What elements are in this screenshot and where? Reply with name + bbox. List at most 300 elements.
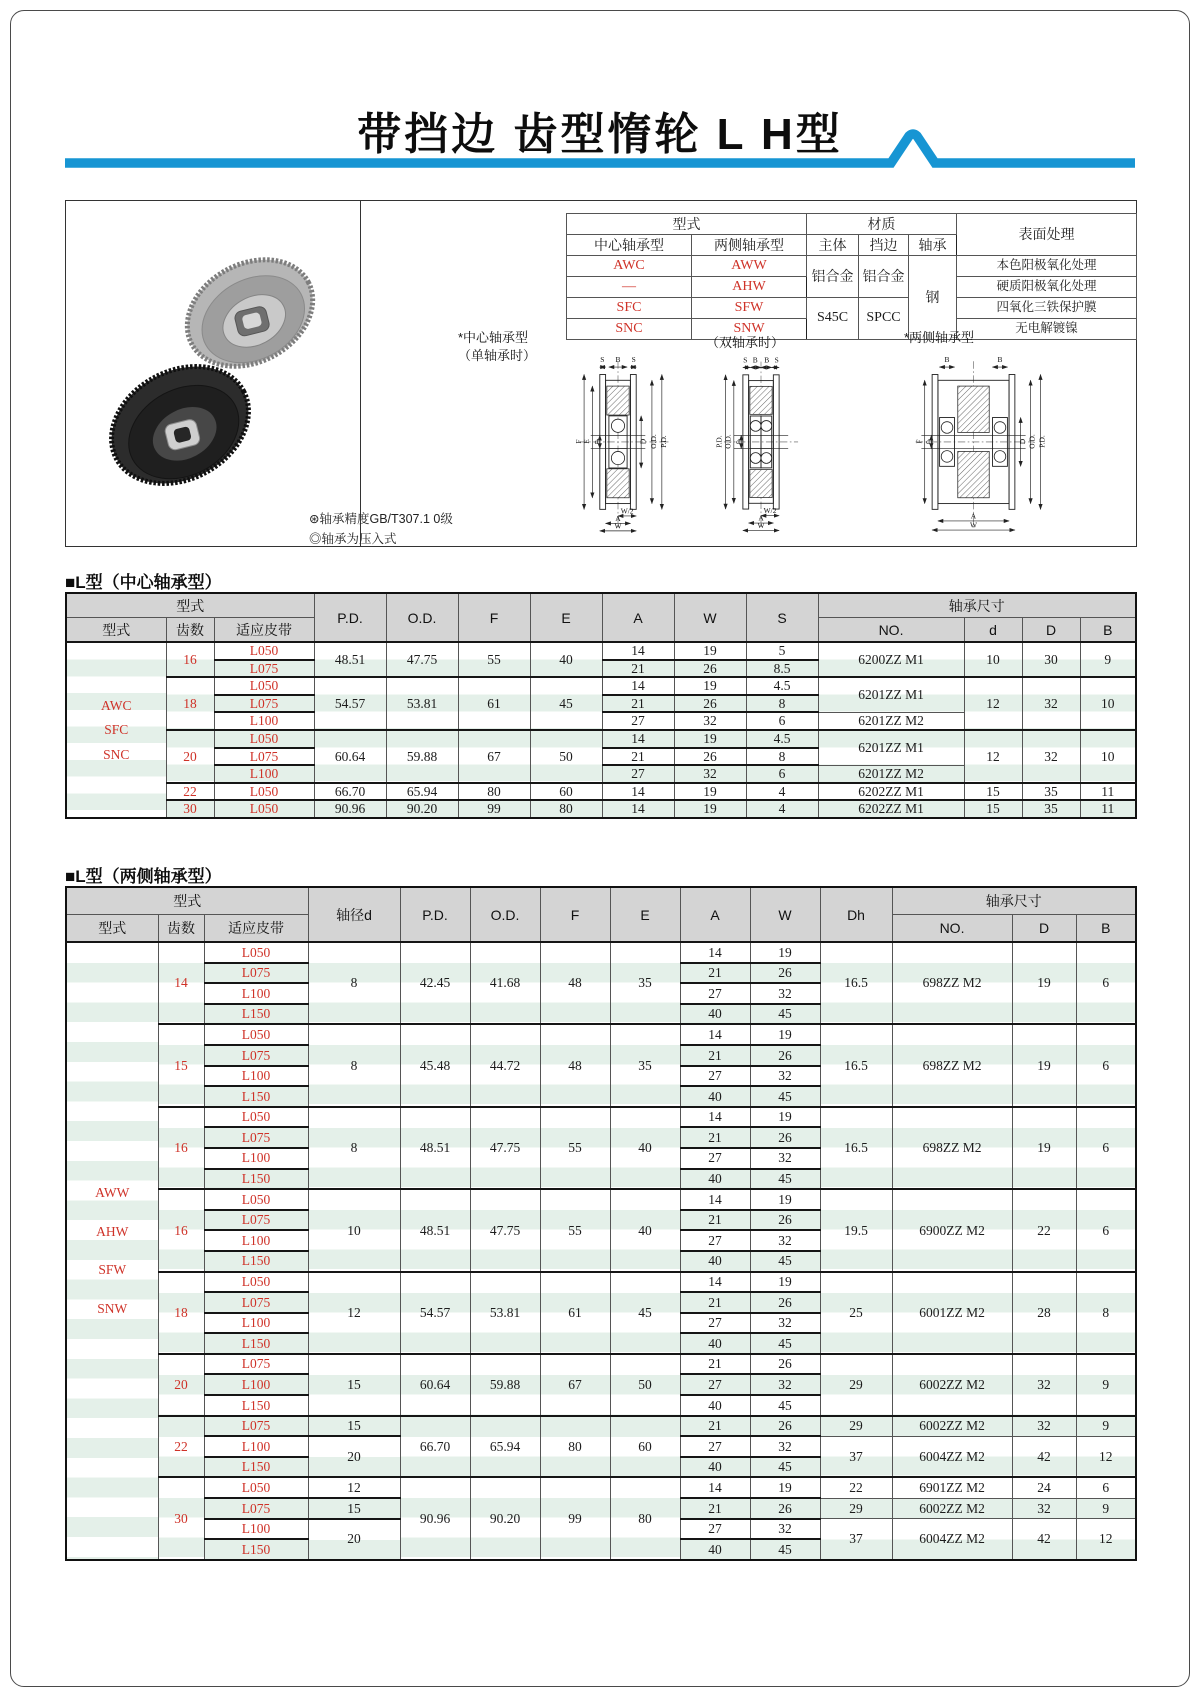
table-row <box>66 1024 1136 1045</box>
t2-a: 21 <box>680 1127 750 1148</box>
t2-h-f: F <box>540 887 610 942</box>
svg-text:B: B <box>997 355 1003 365</box>
t1-w: 19 <box>674 800 746 818</box>
t2-a: 27 <box>680 1313 750 1334</box>
model-code: AHW <box>96 1223 129 1239</box>
t2-belt: L100 <box>204 1374 308 1395</box>
t1-h-f: F <box>458 593 530 642</box>
t2-shaft: 8 <box>308 1107 400 1189</box>
t2-belt: L050 <box>204 1107 308 1128</box>
spec-side-code: AHW <box>692 277 807 298</box>
spec-body-material: S45C <box>807 298 859 340</box>
t1-belt: L100 <box>214 765 314 783</box>
t1-od: 47.75 <box>386 642 458 677</box>
t2-D: 32 <box>1012 1354 1076 1416</box>
table-side-bearing <box>65 886 1137 1561</box>
t1-h-od: O.D. <box>386 593 458 642</box>
t2-h-bearing: 轴承尺寸 <box>892 887 1136 915</box>
t2-belt: L150 <box>204 1251 308 1272</box>
spec-h-surface: 表面处理 <box>957 214 1137 256</box>
t1-od: 90.20 <box>386 800 458 818</box>
t1-h-w: W <box>674 593 746 642</box>
t2-a: 21 <box>680 1416 750 1437</box>
table-row <box>66 1416 1136 1437</box>
t2-w: 26 <box>750 963 820 984</box>
t2-belt: L150 <box>204 1086 308 1107</box>
t2-a: 21 <box>680 963 750 984</box>
svg-text:S: S <box>631 355 636 365</box>
t1-no: 6202ZZ M1 <box>818 783 964 801</box>
t1-belt: L050 <box>214 730 314 748</box>
t2-h-no: NO. <box>892 915 1012 943</box>
t2-e: 40 <box>610 1189 680 1271</box>
t2-belt: L150 <box>204 1395 308 1416</box>
t1-belt: L100 <box>214 712 314 730</box>
t2-shaft: 12 <box>308 1272 400 1354</box>
t2-w: 45 <box>750 1169 820 1190</box>
t2-a: 40 <box>680 1333 750 1354</box>
t2-w: 26 <box>750 1045 820 1066</box>
t2-a: 27 <box>680 1066 750 1087</box>
t2-shaft: 15 <box>308 1354 400 1416</box>
model-code: SFC <box>104 722 129 738</box>
t2-D: 28 <box>1012 1272 1076 1354</box>
t2-w: 45 <box>750 1333 820 1354</box>
t1-models-cell <box>66 642 166 818</box>
t2-h-b: B <box>1076 915 1136 943</box>
t2-w: 26 <box>750 1292 820 1313</box>
model-code: AWC <box>101 697 132 713</box>
t1-pd: 60.64 <box>314 730 386 783</box>
t2-w: 45 <box>750 1395 820 1416</box>
t2-belt: L100 <box>204 1066 308 1087</box>
t1-s: 5 <box>746 642 818 660</box>
svg-text:W/2: W/2 <box>763 506 777 516</box>
spec-surface-value: 四氧化三铁保护膜 <box>957 298 1137 319</box>
spec-h-center: 中心轴承型 <box>567 235 692 256</box>
t1-pd: 90.96 <box>314 800 386 818</box>
t2-w: 32 <box>750 1148 820 1169</box>
bearing-notes <box>309 509 453 549</box>
t1-w: 19 <box>674 730 746 748</box>
t2-od: 47.75 <box>470 1189 540 1271</box>
t2-w: 45 <box>750 1086 820 1107</box>
diagram-center-bearing-single <box>518 353 718 535</box>
spec-flange-material: SPCC <box>859 298 909 340</box>
t1-no: 6201ZZ M2 <box>818 712 964 730</box>
t2-belt: L075 <box>204 1354 308 1375</box>
t2-no: 698ZZ M2 <box>892 1107 1012 1189</box>
t1-belt: L075 <box>214 695 314 713</box>
t1-h-a: A <box>602 593 674 642</box>
t2-w: 32 <box>750 1066 820 1087</box>
t2-dh: 29 <box>820 1354 892 1416</box>
t1-belt: L050 <box>214 783 314 801</box>
t1-a: 21 <box>602 695 674 713</box>
t1-w: 19 <box>674 783 746 801</box>
t2-belt: L150 <box>204 1169 308 1190</box>
spec-center-code: AWC <box>567 256 692 277</box>
t1-a: 14 <box>602 642 674 660</box>
svg-text:B: B <box>764 355 770 365</box>
t2-a: 40 <box>680 1395 750 1416</box>
t2-a: 27 <box>680 1436 750 1457</box>
t2-a: 40 <box>680 1169 750 1190</box>
svg-text:F: F <box>573 439 583 444</box>
t2-D: 19 <box>1012 1107 1076 1189</box>
t1-h-s: S <box>746 593 818 642</box>
t1-pd: 54.57 <box>314 677 386 730</box>
t2-no: 698ZZ M2 <box>892 942 1012 1024</box>
t1-f: 67 <box>458 730 530 783</box>
t1-no: 6201ZZ M1 <box>818 730 964 765</box>
t2-belt: L075 <box>204 1292 308 1313</box>
t2-teeth: 16 <box>158 1107 204 1189</box>
spec-h-side: 两侧轴承型 <box>692 235 807 256</box>
t2-a: 40 <box>680 1004 750 1025</box>
t2-belt: L050 <box>204 1189 308 1210</box>
t2-shaft: 15 <box>308 1498 400 1519</box>
t2-f: 80 <box>540 1416 610 1478</box>
t1-e: 40 <box>530 642 602 677</box>
t2-belt: L150 <box>204 1539 308 1560</box>
t1-h-no: NO. <box>818 618 964 643</box>
t2-w: 32 <box>750 1374 820 1395</box>
t2-belt: L100 <box>204 1519 308 1540</box>
spec-center-code: SNC <box>567 319 692 340</box>
t1-teeth: 18 <box>166 677 214 730</box>
model-code: SNW <box>97 1300 128 1316</box>
model-code: SNC <box>103 746 130 762</box>
t1-pd: 66.70 <box>314 783 386 801</box>
t2-belt: L100 <box>204 1230 308 1251</box>
t2-dh: 25 <box>820 1272 892 1354</box>
t1-no: 6202ZZ M1 <box>818 800 964 818</box>
t1-w: 19 <box>674 677 746 695</box>
t1-e: 80 <box>530 800 602 818</box>
table-row <box>66 1354 1136 1375</box>
table-header-row <box>66 593 1136 618</box>
t2-h-a: A <box>680 887 750 942</box>
t2-b: 6 <box>1076 1024 1136 1106</box>
t1-w: 26 <box>674 660 746 678</box>
t2-belt: L050 <box>204 942 308 963</box>
svg-text:O.D.: O.D. <box>723 434 733 449</box>
svg-text:O.D.: O.D. <box>649 434 659 449</box>
t2-dh: 16.5 <box>820 942 892 1024</box>
t1-e: 60 <box>530 783 602 801</box>
svg-text:d: d <box>594 437 599 446</box>
t2-a: 14 <box>680 1477 750 1498</box>
t2-D: 19 <box>1012 1024 1076 1106</box>
t1-D: 30 <box>1022 642 1080 677</box>
t2-no: 6002ZZ M2 <box>892 1498 1012 1519</box>
t2-dh: 29 <box>820 1416 892 1437</box>
table-row <box>66 1189 1136 1210</box>
t2-w: 26 <box>750 1127 820 1148</box>
t2-a: 27 <box>680 1148 750 1169</box>
t2-pd: 48.51 <box>400 1189 470 1271</box>
t1-a: 21 <box>602 660 674 678</box>
t2-f: 99 <box>540 1477 610 1559</box>
t2-f: 55 <box>540 1189 610 1271</box>
svg-text:D: D <box>1017 438 1027 445</box>
t2-dh: 29 <box>820 1498 892 1519</box>
t1-belt: L050 <box>214 677 314 695</box>
spec-surface-value: 无电解镀镍 <box>957 319 1137 340</box>
t2-a: 21 <box>680 1498 750 1519</box>
spec-h-flange: 挡边 <box>859 235 909 256</box>
t1-s: 4 <box>746 783 818 801</box>
table-row <box>66 642 1136 660</box>
t1-no: 6200ZZ M1 <box>818 642 964 677</box>
t2-belt: L100 <box>204 1148 308 1169</box>
page-title: 带挡边 齿型惰轮 L H型 <box>357 110 843 159</box>
svg-text:P.D.: P.D. <box>1037 435 1047 448</box>
t2-dh: 22 <box>820 1477 892 1498</box>
t1-a: 27 <box>602 765 674 783</box>
t1-belt: L075 <box>214 660 314 678</box>
t2-dh: 19.5 <box>820 1189 892 1271</box>
t2-a: 21 <box>680 1045 750 1066</box>
t2-D: 32 <box>1012 1416 1076 1437</box>
t1-no: 6201ZZ M2 <box>818 765 964 783</box>
t1-a: 21 <box>602 748 674 766</box>
svg-text:W: W <box>757 521 765 530</box>
t2-teeth: 30 <box>158 1477 204 1559</box>
note-pressfit: ◎轴承为压入式 <box>309 532 397 546</box>
t1-pd: 48.51 <box>314 642 386 677</box>
t1-h-pd: P.D. <box>314 593 386 642</box>
t2-h-w: W <box>750 887 820 942</box>
t2-a: 27 <box>680 1374 750 1395</box>
t2-shaft: 20 <box>308 1519 400 1560</box>
svg-text:D: D <box>638 438 648 445</box>
t2-shaft: 10 <box>308 1189 400 1271</box>
t2-h-D: D <box>1012 915 1076 943</box>
t2-pd: 42.45 <box>400 942 470 1024</box>
t1-teeth: 30 <box>166 800 214 818</box>
t2-a: 40 <box>680 1457 750 1478</box>
spec-h-body: 主体 <box>807 235 859 256</box>
svg-text:d: d <box>736 437 740 446</box>
t2-a: 21 <box>680 1210 750 1231</box>
t2-teeth: 15 <box>158 1024 204 1106</box>
t1-s: 8.5 <box>746 660 818 678</box>
t1-f: 55 <box>458 642 530 677</box>
t2-b: 8 <box>1076 1272 1136 1354</box>
silver-pulley-icon <box>169 239 332 387</box>
t2-e: 80 <box>610 1477 680 1559</box>
t1-d: 15 <box>964 783 1022 801</box>
table-center-bearing <box>65 592 1137 819</box>
t1-D: 35 <box>1022 800 1080 818</box>
t1-teeth: 16 <box>166 642 214 677</box>
t1-w: 32 <box>674 765 746 783</box>
t1-teeth: 20 <box>166 730 214 783</box>
t1-d: 12 <box>964 677 1022 730</box>
t2-shaft: 20 <box>308 1436 400 1477</box>
t2-b: 12 <box>1076 1519 1136 1560</box>
t2-h-teeth: 齿数 <box>158 915 204 943</box>
spec-h-type: 型式 <box>567 214 807 235</box>
t2-teeth: 14 <box>158 942 204 1024</box>
t2-od: 47.75 <box>470 1107 540 1189</box>
t2-a: 27 <box>680 983 750 1004</box>
t2-w: 19 <box>750 1477 820 1498</box>
t2-w: 32 <box>750 1313 820 1334</box>
t2-w: 32 <box>750 1519 820 1540</box>
t2-a: 21 <box>680 1292 750 1313</box>
t1-h-e: E <box>530 593 602 642</box>
t2-a: 14 <box>680 1024 750 1045</box>
t1-belt: L050 <box>214 642 314 660</box>
section-title-center-bearing: ■L型（中心轴承型） <box>65 573 222 592</box>
t1-b: 10 <box>1080 677 1136 730</box>
t2-w: 32 <box>750 1436 820 1457</box>
t1-h-bearing: 轴承尺寸 <box>818 593 1136 618</box>
t1-a: 27 <box>602 712 674 730</box>
t2-a: 14 <box>680 1107 750 1128</box>
t2-b: 6 <box>1076 1107 1136 1189</box>
t2-b: 9 <box>1076 1498 1136 1519</box>
t2-w: 32 <box>750 983 820 1004</box>
spec-side-code: SFW <box>692 298 807 319</box>
spec-center-code: — <box>567 277 692 298</box>
diagram-center-bearing-double <box>691 353 831 535</box>
t2-belt: L100 <box>204 983 308 1004</box>
t2-w: 32 <box>750 1230 820 1251</box>
t1-s: 4.5 <box>746 677 818 695</box>
t2-a: 21 <box>680 1354 750 1375</box>
t2-no: 698ZZ M2 <box>892 1024 1012 1106</box>
table-row <box>66 677 1136 695</box>
t2-od: 53.81 <box>470 1272 540 1354</box>
t2-w: 19 <box>750 1189 820 1210</box>
t1-belt: L075 <box>214 748 314 766</box>
blue-divider-rule <box>65 128 1135 172</box>
diagram3-caption: *两侧轴承型 <box>904 330 975 345</box>
t2-h-type: 型式 <box>66 915 158 943</box>
t2-a: 40 <box>680 1251 750 1272</box>
t2-pd: 66.70 <box>400 1416 470 1478</box>
t2-w: 45 <box>750 1457 820 1478</box>
t1-s: 6 <box>746 765 818 783</box>
t2-w: 19 <box>750 942 820 963</box>
t1-od: 59.88 <box>386 730 458 783</box>
t1-no: 6201ZZ M1 <box>818 677 964 712</box>
spec-table <box>566 213 1137 340</box>
t1-w: 19 <box>674 642 746 660</box>
t2-belt: L150 <box>204 1457 308 1478</box>
t2-e: 50 <box>610 1354 680 1416</box>
t2-teeth: 20 <box>158 1354 204 1416</box>
product-photo-cell <box>66 201 361 546</box>
table-row <box>66 1477 1136 1498</box>
t1-h-D: D <box>1022 618 1080 643</box>
t1-s: 8 <box>746 748 818 766</box>
t1-b: 9 <box>1080 642 1136 677</box>
svg-text:S: S <box>774 355 779 365</box>
t2-w: 26 <box>750 1354 820 1375</box>
t2-D: 32 <box>1012 1498 1076 1519</box>
t2-belt: L150 <box>204 1004 308 1025</box>
t2-w: 45 <box>750 1251 820 1272</box>
t2-f: 48 <box>540 1024 610 1106</box>
spec-bearing-material: 钢 <box>909 256 957 340</box>
t2-od: 59.88 <box>470 1354 540 1416</box>
t2-w: 19 <box>750 1024 820 1045</box>
t2-e: 60 <box>610 1416 680 1478</box>
t1-d: 12 <box>964 730 1022 783</box>
svg-text:P.D.: P.D. <box>658 435 668 448</box>
spec-side-code: SNW <box>692 319 807 340</box>
t1-D: 35 <box>1022 783 1080 801</box>
t2-belt: L075 <box>204 963 308 984</box>
t1-h-teeth: 齿数 <box>166 618 214 643</box>
svg-text:B: B <box>944 355 950 365</box>
svg-text:E: E <box>582 439 592 444</box>
t2-b: 9 <box>1076 1416 1136 1437</box>
svg-text:W: W <box>969 520 978 530</box>
table-row <box>66 1107 1136 1128</box>
black-pulley-icon <box>91 344 269 507</box>
t2-belt: L100 <box>204 1436 308 1457</box>
t2-a: 14 <box>680 1189 750 1210</box>
t2-b: 12 <box>1076 1436 1136 1477</box>
t1-a: 14 <box>602 800 674 818</box>
diagram-side-bearings <box>861 353 1086 535</box>
t2-h-belt: 适应皮带 <box>204 915 308 943</box>
t2-od: 90.20 <box>470 1477 540 1559</box>
t2-od: 65.94 <box>470 1416 540 1478</box>
t1-e: 50 <box>530 730 602 783</box>
t2-e: 45 <box>610 1272 680 1354</box>
model-code: SFW <box>98 1262 127 1278</box>
svg-text:W/2: W/2 <box>620 506 634 516</box>
svg-text:P.D.: P.D. <box>714 435 724 448</box>
t2-dh: 37 <box>820 1436 892 1477</box>
t2-D: 42 <box>1012 1519 1076 1560</box>
t2-belt: L050 <box>204 1024 308 1045</box>
t2-od: 41.68 <box>470 942 540 1024</box>
t1-s: 8 <box>746 695 818 713</box>
table-row <box>66 800 1136 818</box>
t2-f: 55 <box>540 1107 610 1189</box>
t2-belt: L075 <box>204 1045 308 1066</box>
t2-b: 6 <box>1076 1477 1136 1498</box>
t2-belt: L075 <box>204 1127 308 1148</box>
svg-text:S: S <box>743 355 748 365</box>
t2-teeth: 22 <box>158 1416 204 1478</box>
note-precision: ⊛轴承精度GB/T307.1 0级 <box>309 512 453 526</box>
pulley-photo <box>78 213 348 533</box>
t2-no: 6002ZZ M2 <box>892 1416 1012 1437</box>
t1-h-belt: 适应皮带 <box>214 618 314 643</box>
t1-a: 14 <box>602 677 674 695</box>
t2-no: 6001ZZ M2 <box>892 1272 1012 1354</box>
t2-h-dh: Dh <box>820 887 892 942</box>
t1-h-type: 型式 <box>66 618 166 643</box>
t2-a: 27 <box>680 1519 750 1540</box>
t2-pd: 60.64 <box>400 1354 470 1416</box>
t2-D: 19 <box>1012 942 1076 1024</box>
t2-b: 9 <box>1076 1354 1136 1416</box>
svg-text:A: A <box>758 513 764 523</box>
t1-f: 80 <box>458 783 530 801</box>
t2-no: 6901ZZ M2 <box>892 1477 1012 1498</box>
svg-text:O.D.: O.D. <box>1027 434 1037 449</box>
